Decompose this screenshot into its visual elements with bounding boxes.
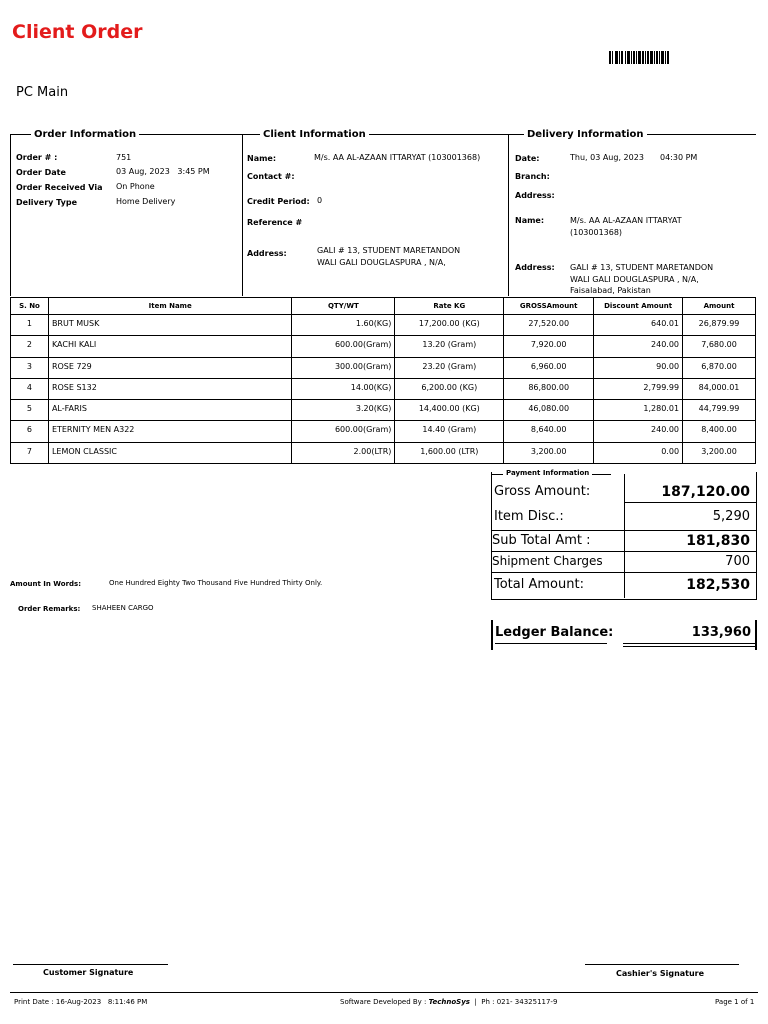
cell-gross: 6,960.00: [504, 357, 594, 378]
payment-line: [492, 530, 756, 531]
total-amount-value: 182,530: [686, 577, 750, 593]
client-address-line1: GALI # 13, STUDENT MARETANDON: [317, 246, 461, 255]
print-date: Print Date : 16-Aug-2023 8:11:46 PM: [14, 998, 148, 1006]
delivery-address-line1: GALI # 13, STUDENT MARETANDON: [570, 263, 714, 272]
ledger-balance-label: Ledger Balance:: [495, 625, 614, 640]
cell-item-name: BRUT MUSK: [48, 315, 292, 336]
cell-gross: 46,080.00: [504, 400, 594, 421]
received-via-value: On Phone: [116, 182, 155, 191]
delivery-address2-label: Address:: [515, 263, 555, 272]
cell-item-name: LEMON CLASSIC: [48, 442, 292, 463]
table-row: [11, 442, 756, 463]
delivery-date-label: Date:: [515, 154, 540, 163]
cell-sno: 2: [11, 336, 49, 357]
ledger-balance-value: 133,960: [691, 625, 751, 640]
payment-line: [492, 551, 756, 552]
shipment-value: 700: [725, 554, 750, 569]
cell-rate: 17,200.00 (KG): [395, 315, 504, 336]
page-title: Client Order: [12, 21, 143, 43]
payment-line: [492, 572, 756, 573]
cell-amount: 3,200.00: [683, 442, 756, 463]
delivery-address-line3: Faisalabad, Pakistan: [570, 286, 651, 295]
cell-amount: 44,799.99: [683, 400, 756, 421]
barcode: [608, 50, 670, 67]
branch-name: PC Main: [16, 85, 69, 100]
column-header: QTY/WT: [292, 298, 395, 315]
cell-amount: 84,000.01: [683, 378, 756, 399]
contact-label: Contact #:: [247, 172, 295, 181]
cell-item-name: KACHI KALI: [48, 336, 292, 357]
amount-in-words-label: Amount In Words:: [10, 580, 82, 588]
order-no-label: Order # :: [16, 153, 58, 162]
cell-discount: 240.00: [594, 336, 683, 357]
cell-discount: 2,799.99: [594, 378, 683, 399]
cell-gross: 86,800.00: [504, 378, 594, 399]
ledger-label-underline: [495, 643, 607, 644]
cell-discount: 0.00: [594, 442, 683, 463]
delivery-type-label: Delivery Type: [16, 198, 78, 207]
delivery-type-value: Home Delivery: [116, 197, 176, 206]
cell-discount: 640.01: [594, 315, 683, 336]
cell-sno: 3: [11, 357, 49, 378]
table-row: [11, 400, 756, 421]
cell-qty: 300.00(Gram): [292, 357, 395, 378]
cell-amount: 6,870.00: [683, 357, 756, 378]
payment-info-heading: Payment Information: [503, 469, 592, 477]
shipment-label: Shipment Charges: [492, 554, 603, 568]
column-header: Discount Amount: [594, 298, 683, 315]
order-info-heading: Order Information: [31, 129, 139, 140]
order-date-value: 03 Aug, 2023 3:45 PM: [116, 167, 210, 176]
column-header: Amount: [683, 298, 756, 315]
delivery-date-value: Thu, 03 Aug, 2023: [570, 153, 644, 162]
table-row: [11, 421, 756, 442]
cell-rate: 14,400.00 (KG): [395, 400, 504, 421]
cell-gross: 8,640.00: [504, 421, 594, 442]
item-disc-value: 5,290: [712, 509, 750, 524]
total-amount-label: Total Amount:: [494, 577, 584, 592]
payment-line: [624, 502, 756, 503]
payment-summary: [491, 472, 757, 600]
cell-rate: 1,600.00 (LTR): [395, 442, 504, 463]
ledger-balance-box: [491, 620, 757, 650]
gross-amount-value: 187,120.00: [661, 484, 750, 500]
cell-sno: 7: [11, 442, 49, 463]
delivery-name-line1: M/s. AA AL-AZAAN ITTARYAT: [570, 216, 682, 225]
cell-item-name: ROSE 729: [48, 357, 292, 378]
received-via-label: Order Received Via: [16, 183, 103, 192]
client-name-value: M/s. AA AL-AZAAN ITTARYAT (103001368): [314, 153, 481, 162]
column-header: S. No: [11, 298, 49, 315]
cell-qty: 600.00(Gram): [292, 421, 395, 442]
cell-qty: 600.00(Gram): [292, 336, 395, 357]
column-header: Rate KG: [395, 298, 504, 315]
subtotal-value: 181,830: [686, 533, 750, 549]
cell-sno: 1: [11, 315, 49, 336]
reference-label: Reference #: [247, 218, 303, 227]
cashier-signature-label: Cashier's Signature: [616, 969, 705, 978]
client-name-label: Name:: [247, 154, 277, 163]
item-disc-label: Item Disc.:: [494, 509, 564, 524]
client-info-heading: Client Information: [260, 129, 369, 140]
info-divider-1: [242, 134, 243, 296]
credit-period-label: Credit Period:: [247, 197, 310, 206]
table-header-row: [11, 298, 756, 315]
cell-rate: 6,200.00 (KG): [395, 378, 504, 399]
cell-qty: 3.20(KG): [292, 400, 395, 421]
developed-by-label: Software Developed By :: [340, 998, 429, 1006]
delivery-name-line2: (103001368): [570, 228, 623, 237]
ledger-double-underline: [623, 643, 755, 647]
credit-period-value: 0: [317, 196, 323, 205]
software-credit: [340, 998, 557, 1006]
cell-qty: 1.60(KG): [292, 315, 395, 336]
cashier-signature-line: [585, 964, 739, 965]
delivery-address-line2: WALI GALI DOUGLASPURA , N/A,: [570, 275, 699, 284]
column-header: GROSSAmount: [504, 298, 594, 315]
cell-amount: 7,680.00: [683, 336, 756, 357]
cell-item-name: AL-FARIS: [48, 400, 292, 421]
info-left-border: [10, 134, 11, 296]
cell-gross: 7,920.00: [504, 336, 594, 357]
cell-gross: 3,200.00: [504, 442, 594, 463]
cell-sno: 6: [11, 421, 49, 442]
order-remarks-value: SHAHEEN CARGO: [92, 604, 154, 612]
items-table: [10, 297, 756, 464]
cell-rate: 13.20 (Gram): [395, 336, 504, 357]
table-row: [11, 336, 756, 357]
cell-item-name: ROSE S132: [48, 378, 292, 399]
order-remarks-label: Order Remarks:: [18, 605, 81, 613]
page-number: Page 1 of 1: [715, 998, 755, 1006]
client-address-line2: WALI GALI DOUGLASPURA , N/A,: [317, 258, 446, 267]
table-row: [11, 357, 756, 378]
delivery-time-value: 04:30 PM: [660, 153, 698, 162]
customer-signature-label: Customer Signature: [43, 968, 134, 977]
column-header: Item Name: [48, 298, 292, 315]
cell-qty: 14.00(KG): [292, 378, 395, 399]
info-divider-2: [508, 134, 509, 296]
delivery-name-label: Name:: [515, 216, 545, 225]
order-date-label: Order Date: [16, 168, 66, 177]
cell-amount: 26,879.99: [683, 315, 756, 336]
cell-discount: 1,280.01: [594, 400, 683, 421]
cell-rate: 14.40 (Gram): [395, 421, 504, 442]
delivery-branch-label: Branch:: [515, 172, 550, 181]
developer-name: TechnoSys: [428, 998, 470, 1006]
client-address-label: Address:: [247, 249, 287, 258]
table-row: [11, 315, 756, 336]
cell-qty: 2.00(LTR): [292, 442, 395, 463]
subtotal-label: Sub Total Amt :: [492, 533, 591, 548]
cell-item-name: ETERNITY MEN A322: [48, 421, 292, 442]
table-row: [11, 378, 756, 399]
order-no-value: 751: [116, 153, 132, 162]
cell-discount: 240.00: [594, 421, 683, 442]
customer-signature-line: [13, 964, 168, 965]
total-amount-row: [492, 577, 758, 598]
cell-gross: 27,520.00: [504, 315, 594, 336]
delivery-info-heading: Delivery Information: [524, 129, 647, 140]
cell-rate: 23.20 (Gram): [395, 357, 504, 378]
cell-sno: 5: [11, 400, 49, 421]
delivery-address-label: Address:: [515, 191, 555, 200]
cell-amount: 8,400.00: [683, 421, 756, 442]
cell-sno: 4: [11, 378, 49, 399]
amount-in-words-value: One Hundred Eighty Two Thousand Five Hundred Thirty Only.: [109, 579, 323, 587]
footer-line: [10, 992, 758, 993]
cell-discount: 90.00: [594, 357, 683, 378]
gross-amount-label: Gross Amount:: [494, 484, 591, 499]
phone-number: | Ph : 021- 34325117-9: [469, 998, 558, 1006]
item-disc-row: [492, 509, 758, 530]
